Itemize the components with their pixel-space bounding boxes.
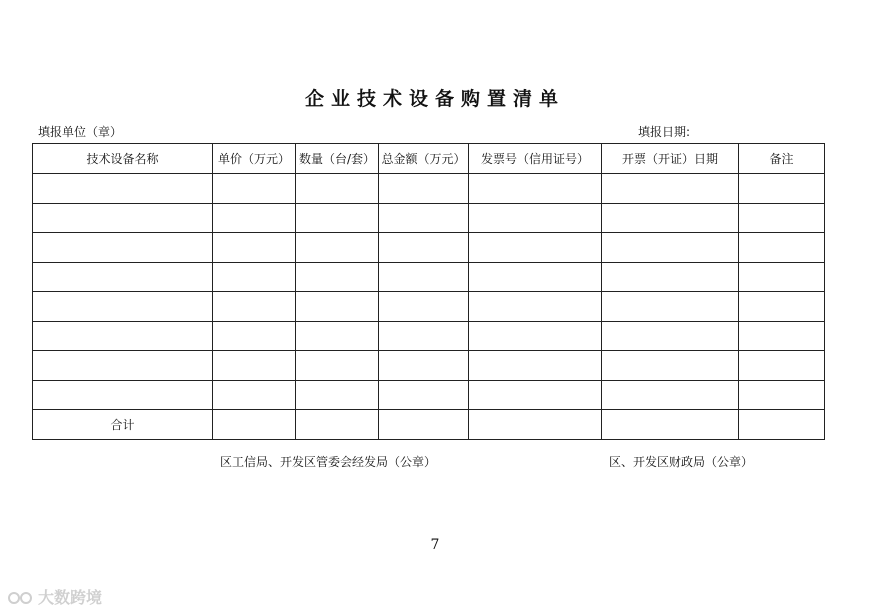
table-cell (469, 174, 602, 204)
table-header-row (33, 144, 825, 174)
table-cell (469, 233, 602, 263)
fill-unit-label: 填报单位（章） (38, 125, 123, 139)
watermark-logo-icon (8, 589, 34, 605)
table-cell (213, 321, 296, 351)
table-cell (469, 410, 602, 440)
table-cell (739, 321, 825, 351)
table-cell (379, 321, 469, 351)
header-unit-price: 单价（万元） (213, 144, 296, 174)
table-cell (296, 262, 379, 292)
table-cell (739, 351, 825, 381)
table-cell (602, 292, 739, 322)
table-cell (213, 262, 296, 292)
table-cell (296, 292, 379, 322)
header-invoice-date: 开票（开证）日期 (602, 144, 739, 174)
table-cell (213, 292, 296, 322)
watermark (8, 585, 102, 608)
table-cell (602, 262, 739, 292)
table-cell (296, 380, 379, 410)
fill-date-label: 填报日期: (638, 125, 691, 139)
total-row (33, 410, 825, 440)
header-remarks: 备注 (739, 144, 825, 174)
table-cell (379, 262, 469, 292)
signature-finance-bureau: 区、开发区财政局（公章） (609, 455, 754, 469)
table-cell (296, 410, 379, 440)
signature-industry-bureau: 区工信局、开发区管委会经发局（公章） (220, 455, 437, 469)
table-cell (379, 380, 469, 410)
header-equipment-name: 技术设备名称 (33, 144, 213, 174)
table-cell (213, 410, 296, 440)
table-row (33, 203, 825, 233)
watermark-text: 大数跨境 (38, 588, 103, 607)
table-cell (33, 203, 213, 233)
table-cell (739, 292, 825, 322)
table-cell (296, 351, 379, 381)
table-cell (379, 410, 469, 440)
page-title: 企业技术设备购置清单 (304, 88, 565, 110)
table-cell (739, 380, 825, 410)
table-cell (602, 380, 739, 410)
table-cell (33, 351, 213, 381)
table-cell (379, 351, 469, 381)
table-cell (739, 410, 825, 440)
table-cell (33, 262, 213, 292)
table-cell (739, 174, 825, 204)
table-cell (602, 351, 739, 381)
table-cell (213, 174, 296, 204)
header-invoice-number: 发票号（信用证号） (469, 144, 602, 174)
table-cell (602, 410, 739, 440)
page-number: 7 (430, 537, 440, 553)
table-cell (469, 351, 602, 381)
table-cell (379, 174, 469, 204)
table-cell (213, 380, 296, 410)
table-cell (602, 321, 739, 351)
table-row (33, 292, 825, 322)
table-cell (602, 174, 739, 204)
table-cell (469, 292, 602, 322)
table-cell (469, 262, 602, 292)
table-row (33, 233, 825, 263)
table-cell (469, 203, 602, 233)
table-cell (379, 292, 469, 322)
table-row (33, 321, 825, 351)
table-cell (469, 380, 602, 410)
table-cell (296, 203, 379, 233)
table-cell (213, 233, 296, 263)
table-cell (296, 233, 379, 263)
table-cell (33, 233, 213, 263)
table-cell (379, 233, 469, 263)
table-cell (33, 174, 213, 204)
table-cell (33, 380, 213, 410)
table-row (33, 380, 825, 410)
table-row (33, 262, 825, 292)
table-cell (602, 203, 739, 233)
table-cell (296, 174, 379, 204)
table-cell (213, 203, 296, 233)
table-row (33, 351, 825, 381)
table-cell (469, 321, 602, 351)
table-cell (379, 203, 469, 233)
header-quantity: 数量（台/套） (296, 144, 379, 174)
table-cell (739, 262, 825, 292)
table-cell (33, 292, 213, 322)
table-cell (602, 233, 739, 263)
header-total-amount: 总金额（万元） (379, 144, 469, 174)
equipment-table (32, 143, 825, 440)
table-cell (739, 233, 825, 263)
table-row (33, 174, 825, 204)
total-label: 合计 (33, 410, 213, 440)
table-cell (213, 351, 296, 381)
table-cell (296, 321, 379, 351)
table-cell (739, 203, 825, 233)
table-cell (33, 321, 213, 351)
